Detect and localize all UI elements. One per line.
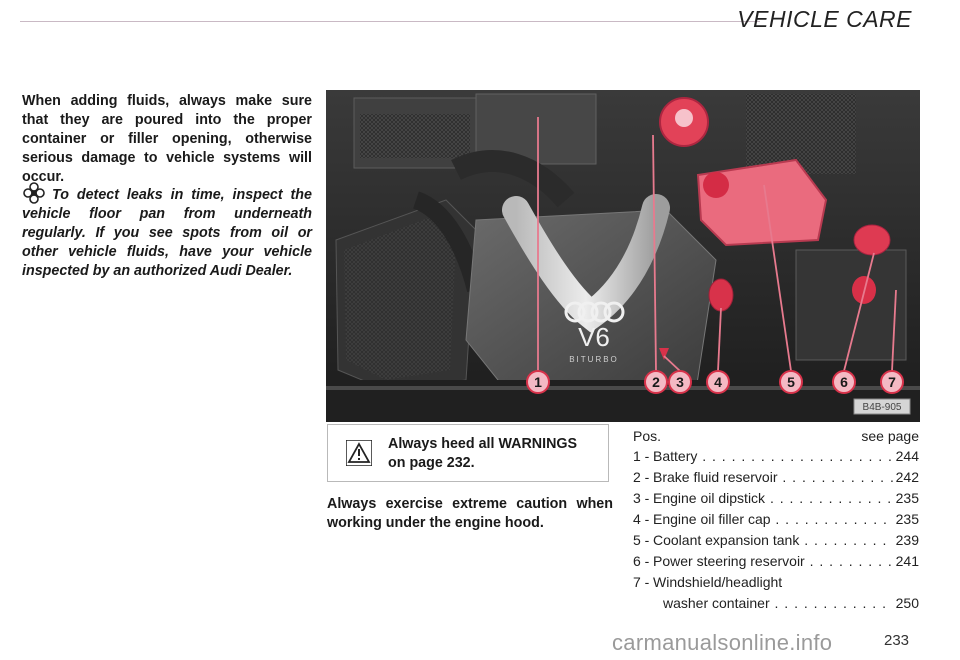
- engine-biturbo-label: BITURBO: [569, 355, 619, 364]
- environment-flower-icon: [22, 181, 46, 205]
- page-number: 233: [884, 632, 910, 649]
- row-page[interactable]: 244: [895, 448, 919, 464]
- row-number: 6 -: [633, 553, 650, 569]
- row-label: Power steering reservoir . . .: [653, 553, 893, 569]
- component-table-header: [633, 428, 919, 448]
- row-number: 1 -: [633, 448, 650, 464]
- table-row: [633, 448, 919, 469]
- row-page[interactable]: 239: [895, 532, 919, 548]
- engine-compartment-photo: [326, 90, 920, 422]
- front-cross-member-edge: [326, 386, 920, 390]
- caution-paragraph: Always exercise extreme caution when working under the engine hood.: [327, 496, 613, 531]
- row-label: Engine oil filler cap . . .: [653, 511, 893, 527]
- row-number: 5 -: [633, 532, 650, 548]
- callout-number-1: 1: [534, 374, 542, 390]
- callout-number-5: 5: [787, 374, 795, 390]
- row-label-line1: Windshield/headlight: [653, 574, 783, 590]
- col-page-header: see page: [861, 428, 919, 444]
- table-row: [633, 511, 919, 532]
- table-row: [633, 469, 919, 490]
- coolant-cap: [703, 172, 729, 198]
- table-row: [633, 574, 919, 616]
- row-label: [653, 574, 893, 590]
- watermark: carmanualsonline.info: [612, 630, 833, 655]
- engine-v6-label: V6: [578, 322, 610, 352]
- fluid-warning-paragraph: When adding fluids, always make sure that they are poured into the proper container or filler opening, otherwise serious damage to vehicle systems will occur.: [22, 93, 312, 185]
- table-row: [633, 490, 919, 511]
- row-label: Brake fluid reservoir . . .: [653, 469, 893, 485]
- callout-number-2: 2: [652, 374, 660, 390]
- row-label: Engine oil dipstick . . .: [653, 490, 893, 506]
- table-row: [633, 553, 919, 574]
- col-pos-header: Pos.: [633, 428, 662, 444]
- row-page[interactable]: 235: [895, 511, 919, 527]
- brake-fluid-cap-center: [675, 109, 693, 127]
- callout-number-6: 6: [840, 374, 848, 390]
- table-row: [633, 532, 919, 553]
- section-title: VEHICLE CARE: [737, 6, 912, 32]
- callout-number-7: 7: [888, 374, 896, 390]
- callout-number-3: 3: [676, 374, 684, 390]
- power-steering-reservoir: [854, 225, 890, 255]
- row-label: Battery . . .: [653, 448, 893, 464]
- row-page[interactable]: 241: [895, 553, 919, 569]
- figure-code: B4B-905: [862, 402, 902, 413]
- row-number: 2 -: [633, 469, 650, 485]
- environment-tip-paragraph: [22, 181, 312, 281]
- callout-number-4: 4: [714, 374, 722, 390]
- header-rule: [20, 21, 760, 22]
- row-number: 4 -: [633, 511, 650, 527]
- component-table: [633, 428, 919, 616]
- row-page[interactable]: 250: [895, 595, 919, 611]
- row-page[interactable]: 242: [895, 469, 919, 485]
- warning-triangle-icon: [346, 440, 372, 466]
- row-number: 7 -: [633, 574, 650, 590]
- cowl-grille-left: [360, 114, 470, 158]
- warnings-reference-box: [327, 424, 609, 482]
- row-number: 3 -: [633, 490, 650, 506]
- oil-filler-cap: [709, 279, 733, 311]
- row-label-line2: washer container . . .: [663, 595, 893, 611]
- cowl-grille-right: [746, 94, 856, 174]
- environment-tip-text: To detect leaks in time, inspect the vehicle floor pan from underneath regularly. If you see spots from oil or other vehicle fluids, have your vehicle inspected by an authorized Audi Dealer.: [22, 187, 312, 279]
- warnings-reference-text: Always heed all WARNINGS on page 232.: [388, 436, 578, 471]
- row-label: Coolant expansion tank . . .: [653, 532, 893, 548]
- row-page[interactable]: 235: [895, 490, 919, 506]
